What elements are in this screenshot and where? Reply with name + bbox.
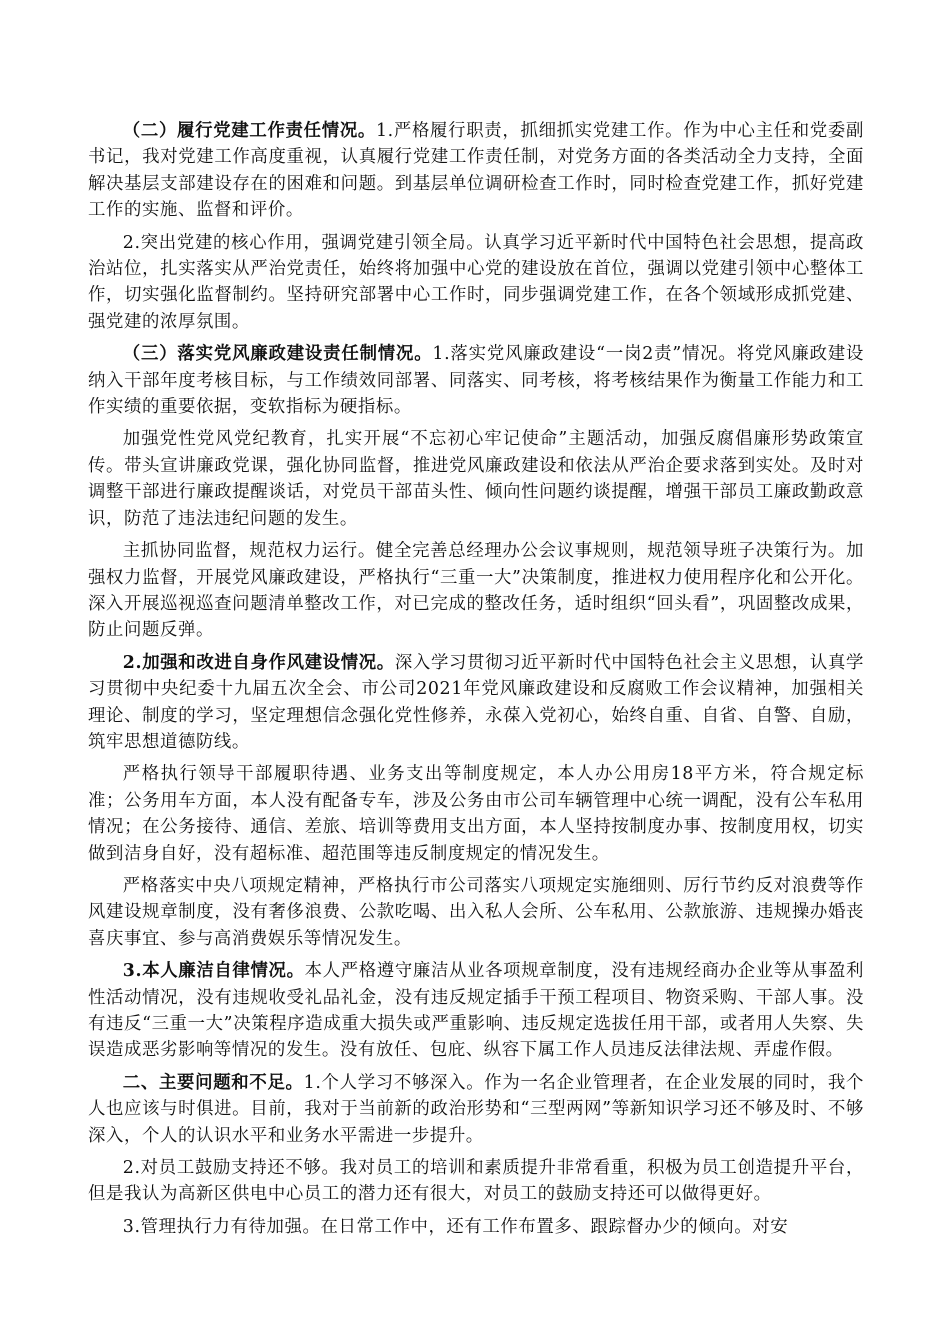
- paragraph-text: 1.落实党风廉政建设“一岗2责”情况。将党风廉政建设纳入干部年度考核目标，与工作绩效同部署、同落实、同考核，将考核结果作为衡量工作能力和工作实绩的重要依据，变软指标为硬指标。: [88, 344, 864, 418]
- paragraph-work-style: [88, 650, 864, 756]
- paragraph-party-building-core: [88, 230, 864, 336]
- paragraph-supervision: [88, 538, 864, 644]
- paragraph-text: 3.管理执行力有待加强。在日常工作中，还有工作布置多、跟踪督办少的倾向。对安: [122, 1216, 789, 1237]
- paragraph-problems: [88, 1070, 864, 1149]
- paragraph-text: 加强党性党风党纪教育，扎实开展“不忘初心牢记使命”主题活动，加强反腐倡廉形势政策宣传。带头宣讲廉政党课，强化协同监督，推进党风廉政建设和依法从严治企要求落到实处。及时对调整干部进行廉政提醒谈话，对党员干部苗头性、倾向性问题约谈提醒，增强干部员工廉政勤政意识，防范了违法违纪问题的发生。: [88, 429, 864, 529]
- paragraph-text: 1.个人学习不够深入。作为一名企业管理者，在企业发展的同时，我个人也应该与时俱进。目前，我对于当前新的政治形势和“三型两网”等新知识学习还不够及时、不够深入，个人的认识水平和业务水平需进一步提升。: [88, 1072, 864, 1146]
- paragraph-text: 严格落实中央八项规定精神，严格执行市公司落实八项规定实施细则、厉行节约反对浪费等作风建设规章制度，没有奢侈浪费、公款吃喝、出入私人会所、公车私用、公款旅游、违规操办婚丧喜庆事宜、参与高消费娱乐等情况发生。: [88, 875, 864, 949]
- section-heading: （三）落实党风廉政建设责任制情况。: [122, 344, 433, 365]
- paragraph-text: 严格执行领导干部履职待遇、业务支出等制度规定，本人办公用房18平方米，符合规定标准；公务用车方面，本人没有配备专车，涉及公务由市公司车辆管理中心统一调配，没有公车私用情况；在公务接待、通信、差旅、培训等费用支出方面，本人坚持按制度办事、按制度用权，切实做到洁身自好，没有超标准、超范围等违反制度规定的情况发生。: [88, 764, 864, 864]
- paragraph-party-building-duty: [88, 118, 864, 224]
- paragraph-text: 主抓协同监督，规范权力运行。健全完善总经理办公会议事规则，规范领导班子决策行为。加强权力监督，开展党风廉政建设，严格执行“三重一大”决策制度，推进权力使用程序化和公开化。深入开展巡视巡查问题清单整改工作，对已完成的整改任务，适时组织“回头看”，巩固整改成果，防止问题反弹。: [88, 541, 864, 641]
- section-heading: （二）履行党建工作责任情况。: [122, 121, 376, 141]
- paragraph-text: 深入学习贯彻习近平新时代中国特色社会主义思想，认真学习贯彻中央纪委十九届五次全会、市公司2021年党风廉政建设和反腐败工作会议精神，加强相关理论、制度的学习，坚定理想信念强化党性修养，永葆入党初心，始终自重、自省、自警、自励，筑牢思想道德防线。: [88, 652, 864, 752]
- paragraph-staff-support: [88, 1155, 864, 1208]
- paragraph-integrity-responsibility: [88, 341, 864, 420]
- section-heading: 2.加强和改进自身作风建设情况。: [122, 652, 395, 673]
- paragraph-text: 2.突出党建的核心作用，强调党建引领全局。认真学习近平新时代中国特色社会思想，提高政治站位，扎实落实从严治党责任，始终将加强中心党的建设放在首位，强调以党建引领中心整体工作，切实强化监督制约。坚持研究部署中心工作时，同步强调党建工作，在各个领域形成抓党建、强党建的浓厚氛围。: [88, 232, 864, 332]
- paragraph-text: 本人严格遵守廉洁从业各项规章制度，没有违规经商办企业等从事盈利性活动情况，没有违规收受礼品礼金，没有违反规定插手干预工程项目、物资采购、干部人事。没有违反“三重一大”决策程序造成重大损失或严重影响、违反规定选拔任用干部，或者用人失察、失误造成恶劣影响等情况的发生。没有放任、包庇、纵容下属工作人员违反法律法规、弄虚作假。: [88, 961, 864, 1061]
- paragraph-text: 2.对员工鼓励支持还不够。我对员工的培训和素质提升非常看重，积极为员工创造提升平台，但是我认为高新区供电中心员工的潜力还有很大，对员工的鼓励支持还可以做得更好。: [88, 1158, 864, 1205]
- section-heading: 3.本人廉洁自律情况。: [122, 961, 305, 982]
- paragraph-discipline-education: [88, 426, 864, 532]
- paragraph-eight-rules: [88, 873, 864, 952]
- paragraph-execution: [88, 1214, 864, 1240]
- paragraph-text: 1.严格履行职责，抓细抓实党建工作。作为中心主任和党委副书记，我对党建工作高度重视，认真履行党建工作责任制，对党务方面的各类活动全力支持，全面解决基层支部建设存在的困难和问题。到基层单位调研检查工作时，同时检查党建工作，抓好党建工作的实施、监督和评价。: [88, 121, 864, 221]
- section-heading: 二、主要问题和不足。: [122, 1072, 304, 1093]
- paragraph-self-discipline: [88, 958, 864, 1064]
- paragraph-treatment-rules: [88, 761, 864, 867]
